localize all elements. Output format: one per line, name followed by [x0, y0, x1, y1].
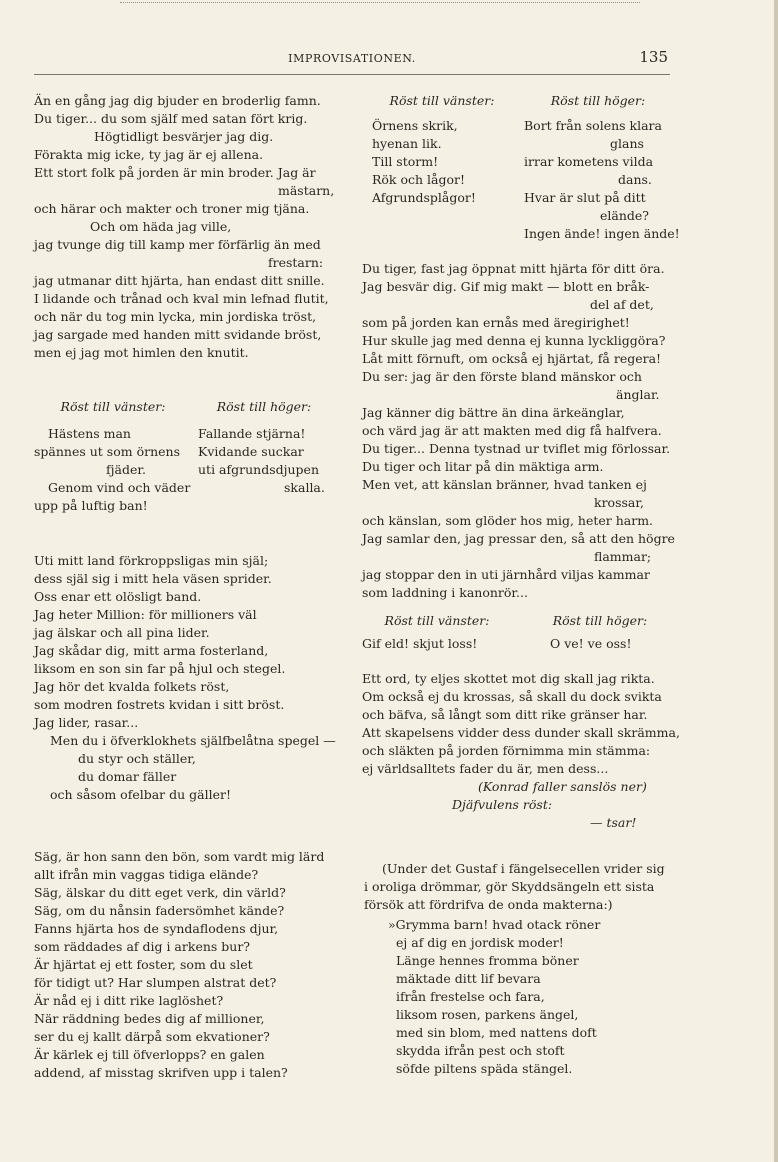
verse-line: Jag heter Million: för millioners väl — [34, 607, 257, 622]
verse-line: Är nåd ej i ditt rike laglöshet? — [34, 993, 224, 1008]
verse-line: addend, af misstag skrifven upp i talen? — [34, 1065, 288, 1080]
verse-line: och såsom ofelbar du gäller! — [50, 787, 232, 802]
verse-line: och värd jag är att makten med dig få halfvera. — [362, 423, 662, 438]
verse-line: ej af dig en jordisk moder! — [396, 935, 564, 950]
page-header — [34, 48, 670, 72]
verse-line: Fanns hjärta hos de syndaflodens djur, — [34, 921, 279, 936]
verse-line: som räddades af dig i arkens bur? — [34, 939, 251, 954]
verse-line: liksom rosen, parkens ängel, — [396, 1007, 579, 1022]
poem-stanza-3 — [34, 848, 324, 1082]
verse-line: Om också ej du krossas, så skall du dock svikta — [362, 689, 662, 704]
verse-line: jag tvunge dig till kamp mer förfärlig än med — [34, 237, 321, 252]
verse-line: flammar; — [594, 549, 652, 564]
verse-line: fjäder. — [106, 462, 146, 477]
voice-right-block — [198, 398, 330, 497]
verse-line: Uti mitt land förkroppsligas min själ; — [34, 553, 269, 568]
verse-line: uti afgrundsdjupen — [198, 462, 319, 477]
verse-line: som laddning i kanonrör... — [362, 585, 528, 600]
verse-line: När räddning bedes dig af millioner, — [34, 1011, 265, 1026]
verse-line: Förakta mig icke, ty jag är ej allena. — [34, 147, 264, 162]
verse-line: Länge hennes fromma böner — [396, 953, 579, 968]
verse-line: glans — [610, 136, 644, 151]
verse-line: du styr och ställer, — [78, 751, 196, 766]
voice-right-block — [524, 92, 680, 243]
verse-line: allt ifrån min vaggas tidiga elände? — [34, 867, 259, 882]
verse-line: ifrån frestelse och fara, — [396, 989, 545, 1004]
voice-heading: Röst till vänster: — [389, 93, 495, 108]
verse-line: mästarn, — [278, 183, 335, 198]
verse-line: Än en gång jag dig bjuder en broderlig famn. — [34, 93, 321, 108]
verse-line: Jag skådar dig, mitt arma fosterland, — [34, 643, 269, 658]
stage-direction-line: försök att fördrifva de onda makterna:) — [364, 897, 613, 912]
verse-line: du domar fäller — [78, 769, 177, 784]
top-edge-dots — [120, 2, 640, 3]
verse-line: elände? — [600, 208, 649, 223]
verse-line: Är hjärtat ej ett foster, som du slet — [34, 957, 253, 972]
verse-line: men ej jag mot himlen den knutit. — [34, 345, 249, 360]
verse-line: Oss enar ett olösligt band. — [34, 589, 202, 604]
verse-line: jag sargade med handen mitt svidande bröst, — [34, 327, 322, 342]
verse-line: med sin blom, med nattens doft — [396, 1025, 597, 1040]
voice-left-block — [362, 612, 512, 653]
voice-heading: Röst till höger: — [552, 613, 648, 628]
verse-line: Gif eld! skjut loss! — [362, 636, 478, 651]
verse-line: och känslan, som glöder hos mig, heter harm. — [362, 513, 654, 528]
verse-line: ser du ej kallt därpå som ekvationer? — [34, 1029, 270, 1044]
verse-line: ej världsalltets fader du är, men dess... — [362, 761, 609, 776]
page-edge — [774, 0, 778, 1162]
verse-line: Hur skulle jag med denna ej kunna lyckliggöra? — [362, 333, 666, 348]
verse-line: och bäfva, så långt som ditt rike gränser har. — [362, 707, 648, 722]
verse-line: Afgrundsplågor! — [372, 190, 476, 205]
voice-right-block — [530, 612, 670, 653]
page-number: 135 — [639, 48, 668, 66]
verse-line: Jag känner dig bättre än dina ärkeänglar, — [362, 405, 625, 420]
verse-line: Högtidligt besvärjer jag dig. — [94, 129, 274, 144]
verse-line: Säg, är hon sann den bön, som vardt mig lärd — [34, 849, 325, 864]
running-title: IMPROVISATIONEN. — [288, 52, 416, 65]
verse-line: Hästens man — [48, 426, 131, 441]
verse-line: del af det, — [590, 297, 654, 312]
verse-line: I lidande och trånad och kval min lefnad flutit, — [34, 291, 329, 306]
verse-line: Örnens skrik, — [372, 118, 458, 133]
devil-voice-line: — tsar! — [590, 815, 637, 830]
verse-line: Låt mitt förnuft, om också ej hjärtat, få regera! — [362, 351, 662, 366]
verse-line: Du ser: jag är den förste bland mänskor och — [362, 369, 642, 384]
poem-stanza-6 — [388, 916, 600, 1078]
verse-line: Kvidande suckar — [198, 444, 304, 459]
verse-line: Ett ord, ty eljes skottet mot dig skall jag rikta. — [362, 671, 655, 686]
verse-line: jag utmanar ditt hjärta, han endast ditt snille. — [34, 273, 325, 288]
verse-line: för tidigt ut? Har slumpen alstrat det? — [34, 975, 277, 990]
verse-line: Är kärlek ej till öfverlopps? en galen — [34, 1047, 265, 1062]
verse-line: söfde piltens späda stängel. — [396, 1061, 573, 1076]
verse-line: Men du i öfverklokhets själfbelåtna spegel — — [50, 733, 336, 748]
verse-line: Du tiger... Denna tystnad ur tviflet mig förlossar. — [362, 441, 671, 456]
voice-heading: Röst till höger: — [216, 399, 312, 414]
verse-line: som modren fostrets kvidan i sitt bröst. — [34, 697, 285, 712]
verse-line: hyenan lik. — [372, 136, 442, 151]
verse-line: Ett stort folk på jorden är min broder. Jag är — [34, 165, 316, 180]
verse-line: upp på luftig ban! — [34, 498, 148, 513]
poem-stanza-5 — [362, 670, 680, 832]
verse-line: Men vet, att känslan bränner, hvad tanken ej — [362, 477, 647, 492]
voice-left-block — [34, 398, 192, 515]
verse-line: Jag hör det kvalda folkets röst, — [34, 679, 230, 694]
poem-stanza-4 — [362, 260, 675, 602]
devil-voice-heading: Djäfvulens röst: — [452, 797, 553, 812]
stage-direction: (Konrad faller sanslös ner) — [478, 779, 647, 794]
poem-stanza-2 — [34, 552, 336, 804]
verse-line: Hvar är slut på ditt — [524, 190, 646, 205]
verse-line: och härar och makter och troner mig tjäna. — [34, 201, 310, 216]
verse-line: och när du tog min lycka, min jordiska tröst, — [34, 309, 317, 324]
verse-line: Du tiger och litar på din mäktiga arm. — [362, 459, 604, 474]
stage-direction-line: i oroliga drömmar, gör Skyddsängeln ett sista — [364, 879, 655, 894]
verse-line: Jag samlar den, jag pressar den, så att den högre — [362, 531, 675, 546]
verse-line: Och om häda jag ville, — [90, 219, 232, 234]
voice-left-block — [372, 92, 512, 207]
verse-line: Ingen ände! ingen ände! — [524, 226, 680, 241]
verse-line: jag älskar och all pina lider. — [34, 625, 210, 640]
voice-heading: Röst till vänster: — [60, 399, 166, 414]
voice-heading: Röst till vänster: — [384, 613, 490, 628]
verse-line: och släkten på jorden förnimma min stämma: — [362, 743, 651, 758]
verse-line: Jag lider, rasar... — [34, 715, 139, 730]
verse-line: spännes ut som örnens — [34, 444, 180, 459]
verse-line: Jag besvär dig. Gif mig makt — blott en bråk- — [362, 279, 650, 294]
voice-heading: Röst till höger: — [550, 93, 646, 108]
verse-line: Bort från solens klara — [524, 118, 662, 133]
verse-line: skydda ifrån pest och stoft — [396, 1043, 565, 1058]
verse-line: Fallande stjärna! — [198, 426, 306, 441]
verse-line: Du tiger... du som själf med satan fört krig. — [34, 111, 308, 126]
verse-line: liksom en son sin far på hjul och stegel. — [34, 661, 286, 676]
stage-direction-line: (Under det Gustaf i fängelsecellen vrider sig — [382, 861, 665, 876]
verse-line: dans. — [618, 172, 652, 187]
verse-line: mäktade ditt lif bevara — [396, 971, 541, 986]
verse-line: änglar. — [616, 387, 660, 402]
verse-line: O ve! ve oss! — [550, 636, 632, 651]
verse-line: skalla. — [284, 480, 325, 495]
verse-line: Säg, älskar du ditt eget verk, din värld? — [34, 885, 286, 900]
verse-line: Rök och lågor! — [372, 172, 466, 187]
stage-direction-block — [364, 860, 665, 914]
verse-line: Säg, om du nånsin fadersömhet kände? — [34, 903, 285, 918]
verse-line: Till storm! — [372, 154, 439, 169]
verse-line: dess själ sig i mitt hela väsen sprider. — [34, 571, 272, 586]
verse-line: Att skapelsens vidder dess dunder skall skrämma, — [362, 725, 680, 740]
header-rule — [34, 74, 670, 75]
poem-stanza-1 — [34, 92, 334, 362]
verse-line: irrar kometens vilda — [524, 154, 654, 169]
verse-line: Du tiger, fast jag öppnat mitt hjärta för ditt öra. — [362, 261, 665, 276]
verse-line: Genom vind och väder — [48, 480, 191, 495]
verse-line: krossar, — [594, 495, 644, 510]
verse-line: jag stoppar den in uti järnhård viljas kammar — [362, 567, 650, 582]
verse-line: som på jorden kan ernås med äregirighet! — [362, 315, 630, 330]
verse-line: frestarn: — [268, 255, 324, 270]
verse-line: »Grymma barn! hvad otack röner — [388, 917, 601, 932]
